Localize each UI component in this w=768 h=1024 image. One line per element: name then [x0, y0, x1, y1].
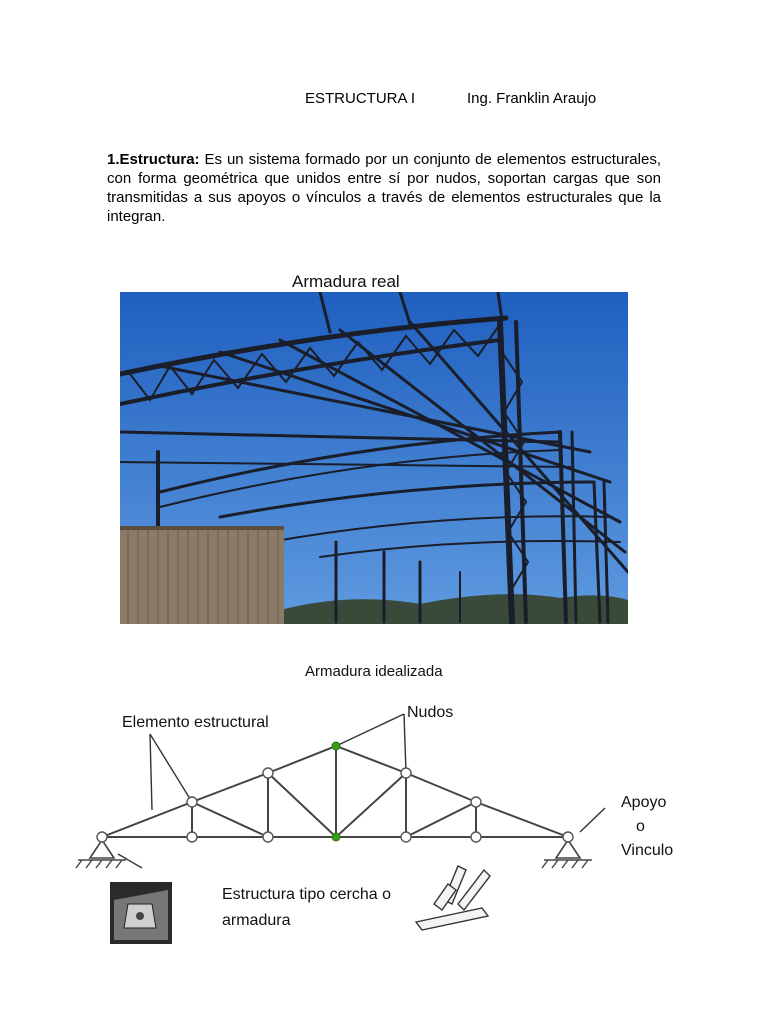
- figure-ideal-caption: Armadura idealizada: [305, 663, 443, 680]
- label-nodes: Nudos: [407, 704, 454, 721]
- label-support-2: o: [636, 818, 645, 835]
- definition-body: Es un sistema formado por un conjunto de elementos estructurales, con forma geométrica que unidos entre sí por nudos, soportan cargas que son transmitidas a sus apoyos o vínculos a través de elementos estructurales que la integran.: [107, 151, 661, 225]
- idealized-truss-diagram: [70, 690, 710, 950]
- label-structure-type-1: Estructura tipo cercha o: [222, 886, 391, 903]
- label-support-3: Vinculo: [621, 842, 674, 859]
- definition-paragraph: [107, 150, 661, 226]
- label-structure-type-2: armadura: [222, 912, 291, 929]
- label-support-1: Apoyo: [621, 794, 667, 811]
- real-truss-photo: [120, 292, 628, 624]
- real-truss-illustration: [120, 292, 628, 624]
- label-structural-element: Elemento estructural: [122, 714, 269, 731]
- document-header: [0, 90, 768, 114]
- author-name: Ing. Franklin Araujo: [467, 90, 597, 107]
- course-title: ESTRUCTURA I: [305, 90, 416, 107]
- figure-real-caption: Armadura real: [292, 272, 400, 291]
- definition-term: 1.Estructura:: [107, 151, 200, 168]
